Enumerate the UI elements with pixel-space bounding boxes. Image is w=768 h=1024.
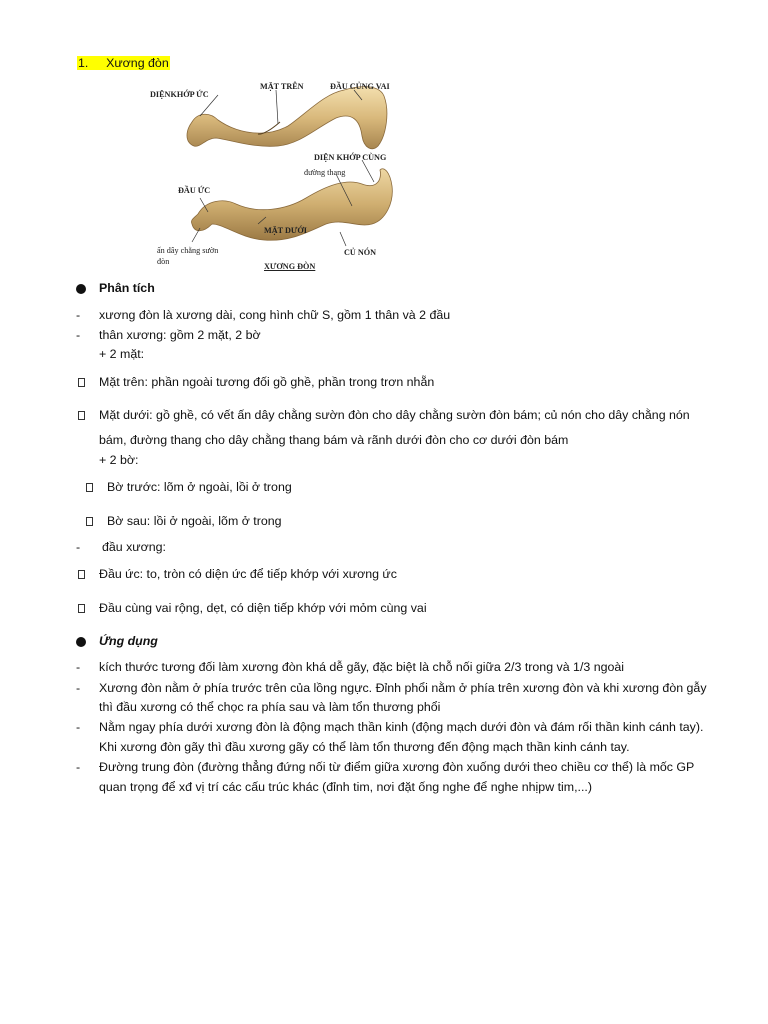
section-heading (77, 56, 170, 70)
analysis-heading: Phân tích (99, 281, 155, 295)
box-glyph-icon (86, 483, 93, 492)
dash-marker: - (76, 720, 81, 734)
mat-duoi-text-2: bám, đường thang cho dây chằng thang bám và rãnh dưới đòn cho cơ dưới đòn bám (99, 433, 569, 447)
box-glyph-icon (78, 411, 85, 420)
box-glyph-icon (86, 517, 93, 526)
application-item-4-line-1: Đường trung đòn (đường thẳng đứng nối từ điểm giữa xương đòn xuống dưới theo chiều cơ thể) là mốc GP (99, 760, 695, 774)
heading-text: Xương đòn (106, 56, 169, 70)
dau-cung-vai-text: Đầu cùng vai rộng, dẹt, có diện tiếp khớp với mỏm cùng vai (99, 601, 427, 615)
application-item-3-line-2: Khi xương đòn gãy thì đầu xương gãy có thể làm tổn thương đến động mạch thần kinh cánh tay. (99, 740, 630, 754)
bo-truoc-text: Bờ trước: lõm ở ngoài, lồi ở trong (107, 480, 292, 494)
dau-uc-text: Đầu ức: to, tròn có diện ức để tiếp khớp với xương ức (99, 567, 397, 581)
label-an-day: ấn dây chằng sườn (157, 246, 219, 255)
mat-tren-text: Mặt trên: phần ngoài tương đối gồ ghề, phần trong trơn nhẵn (99, 375, 435, 389)
dau-xuong-text: đầu xương: (102, 540, 166, 554)
application-item-3-line-1: Nằm ngay phía dưới xương đòn là động mạch thần kinh (động mạch dưới đòn và đám rối thần kinh cánh tay). (99, 720, 704, 734)
label-don: đòn (157, 257, 170, 266)
label-dau-uc: ĐẦU ỨC (178, 186, 211, 195)
label-duong-thang: đường thang (304, 168, 346, 177)
application-item-2-line-1: Xương đòn nằm ở phía trước trên của lồng ngực. Đỉnh phổi nằm ở phía trên xương đòn và khi xương đòn gẫy (99, 681, 707, 695)
dash-marker: - (76, 328, 81, 342)
hai-bo-text: + 2 bờ: (99, 453, 139, 467)
heading-number: 1. (78, 56, 89, 70)
analysis-line-3: + 2 mặt: (99, 347, 145, 361)
clavicle-illustration (140, 74, 410, 274)
application-heading: Ứng dụng (99, 634, 158, 648)
analysis-line-1: xương đòn là xương dài, cong hình chữ S, gồm 1 thân và 2 đầu (99, 308, 451, 322)
box-glyph-icon (78, 570, 85, 579)
application-item-1: kích thước tương đối làm xương đòn khá dễ gãy, đặc biệt là chỗ nối giữa 2/3 trong và 1/3 ngoài (99, 660, 625, 674)
box-glyph-icon (78, 378, 85, 387)
dash-marker: - (76, 540, 81, 554)
clavicle-figure (140, 74, 410, 274)
application-item-4-line-2: quan trọng để xđ vị trí các cấu trúc khác (đỉnh tim, nơi đặt ống nghe để nghe nhịpw tim,...) (99, 780, 593, 794)
mat-duoi-text-1: Mặt dưới: gồ ghề, có vết ấn dây chằng sườn đòn cho dây chằng sườn đòn bám; củ nón cho dây chằng nón (99, 408, 690, 422)
label-cu-non: CỦ NÓN (344, 248, 377, 257)
figure-caption: XƯƠNG ĐÒN (264, 262, 316, 271)
label-mat-tren: MẶT TRÊN (260, 82, 304, 91)
bullet-dot (76, 284, 86, 294)
application-item-2-line-2: thì đầu xương có thể chọc ra phía sau và làm tổn thương phổi (99, 700, 441, 714)
dash-marker: - (76, 660, 81, 674)
dash-marker: - (76, 308, 81, 322)
label-dau-cung-vai: ĐẦU CỦNG VAI (330, 82, 390, 91)
label-mat-duoi: MẶT DƯỚI (264, 226, 307, 235)
dash-marker: - (76, 681, 81, 695)
analysis-line-2: thân xương: gồm 2 mặt, 2 bờ (99, 328, 261, 342)
box-glyph-icon (78, 604, 85, 613)
bo-sau-text: Bờ sau: lồi ở ngoài, lõm ở trong (107, 514, 282, 528)
label-dien-khop-uc: DIỆNKHỚP ỨC (150, 90, 209, 99)
dash-marker: - (76, 760, 81, 774)
bullet-dot (76, 637, 86, 647)
label-dien-khop-cung: DIỆN KHỚP CÙNG (314, 153, 387, 162)
